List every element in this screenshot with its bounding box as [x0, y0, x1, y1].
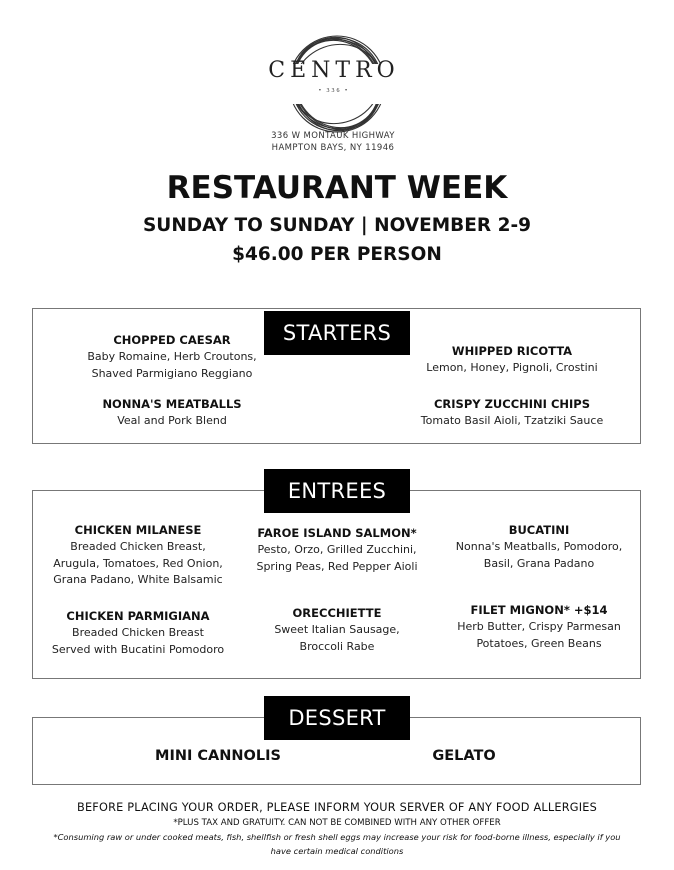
consumption-warning: *Consuming raw or under cooked meats, fish, shellfish or fresh shell eggs may increase your risk for food-borne illness, especially if you — [53, 832, 621, 842]
entree-item: FILET MIGNON* +$14 Herb Butter, Crispy Parmesan Potatoes, Green Beans — [457, 603, 621, 650]
logo-number: • 336 • — [318, 88, 350, 94]
dates-subtitle: SUNDAY TO SUNDAY | NOVEMBER 2-9 — [142, 215, 532, 236]
entree-item: CHICKEN PARMIGIANA Breaded Chicken Breast Served with Bucatini Pomodoro — [51, 609, 225, 656]
address-line-1: 336 W MONTAUK HIGHWAY — [271, 131, 395, 141]
starter-item: NONNA'S MEATBALLS Veal and Pork Blend — [102, 397, 242, 427]
consumption-warning-cont: have certain medical conditions — [270, 846, 404, 856]
logo-wordmark: CENTRO — [268, 58, 400, 83]
allergy-notice: BEFORE PLACING YOUR ORDER, PLEASE INFORM YOUR SERVER OF ANY FOOD ALLERGIES — [77, 801, 597, 814]
starter-item: CRISPY ZUCCHINI CHIPS Tomato Basil Aioli, Tzatziki Sauce — [420, 397, 604, 427]
starter-item: CHOPPED CAESAR Baby Romaine, Herb Croutons, Shaved Parmigiano Reggiano — [87, 333, 257, 380]
address-line-2: HAMPTON BAYS, NY 11946 — [271, 143, 395, 153]
tax-notice: *PLUS TAX AND GRATUITY. CAN NOT BE COMBINED WITH ANY OTHER OFFER — [173, 818, 501, 828]
starter-item: WHIPPED RICOTTA Lemon, Honey, Pignoli, Crostini — [426, 344, 598, 374]
dessert-item: MINI CANNOLIS — [155, 748, 281, 764]
entree-item: BUCATINI Nonna's Meatballs, Pomodoro, Basil, Grana Padano — [455, 523, 623, 570]
page-title: RESTAURANT WEEK — [166, 170, 508, 206]
dessert-item: GELATO — [432, 748, 496, 764]
entrees-heading: ENTREES — [264, 469, 410, 513]
entree-item: FAROE ISLAND SALMON* Pesto, Orzo, Grilled Zucchini, Spring Peas, Red Pepper Aioli — [256, 526, 418, 573]
dessert-heading: DESSERT — [264, 696, 410, 740]
entree-item: ORECCHIETTE Sweet Italian Sausage, Broccoli Rabe — [274, 606, 400, 653]
starters-heading: STARTERS — [264, 311, 410, 355]
price-subtitle: $46.00 PER PERSON — [232, 244, 442, 265]
centro-logo-mark — [263, 20, 411, 148]
entree-item: CHICKEN MILANESE Breaded Chicken Breast, Arugula, Tomatoes, Red Onion, Grana Padano, White Balsamic — [53, 523, 223, 586]
